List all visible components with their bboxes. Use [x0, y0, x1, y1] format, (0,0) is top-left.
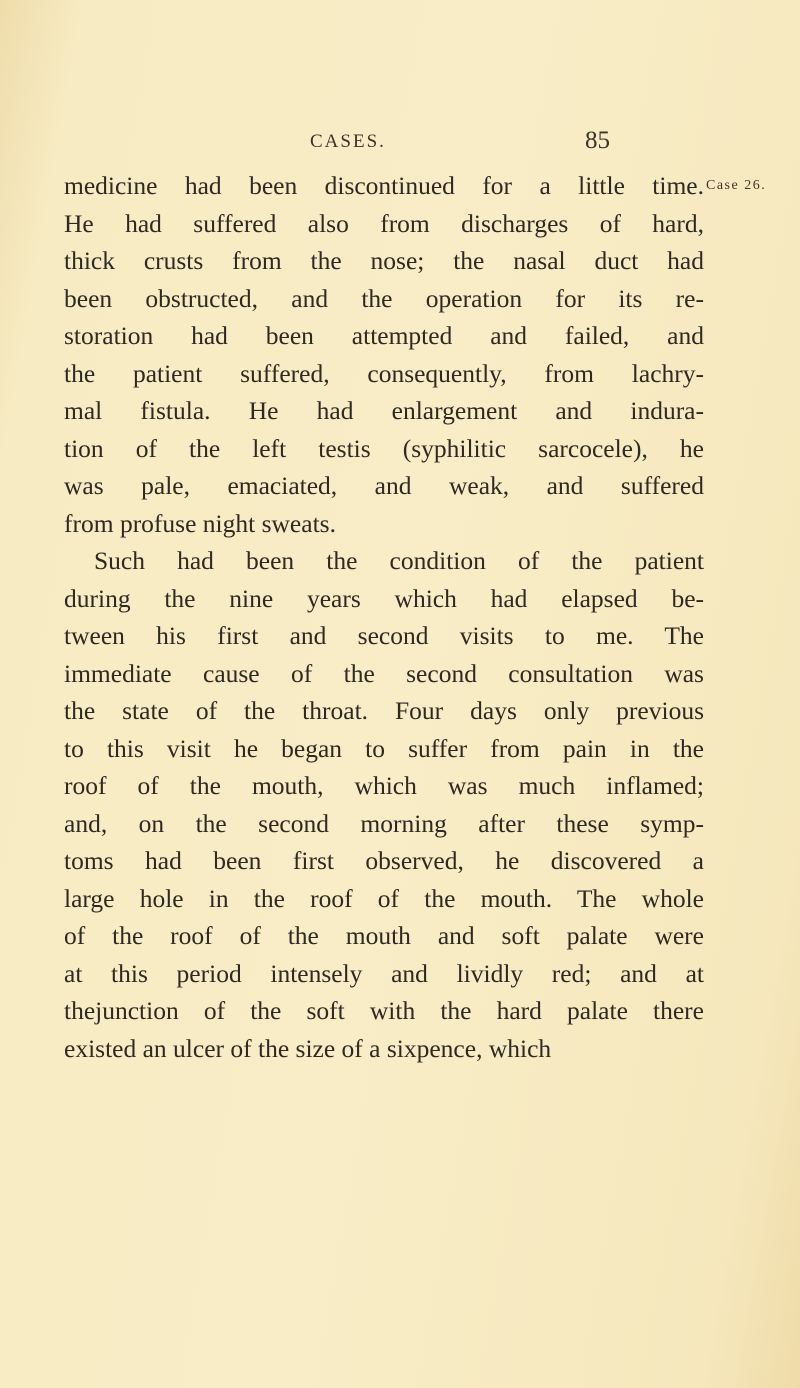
text-line: was pale, emaciated, and weak, and suffered	[64, 471, 704, 500]
text-line: and, on the second morning after these symp-	[64, 808, 704, 838]
text-line: storation had been attempted and failed, and	[64, 321, 704, 350]
text-line: tion of the left testis (syphilitic sarcocele), he	[64, 433, 704, 463]
text-line: mal fistula. He had enlargement and indura-	[64, 396, 704, 425]
text-line: large hole in the roof of the mouth. The whole	[64, 883, 704, 913]
body-text	[64, 167, 704, 1067]
text-line: at this period intensely and lividly red; and at	[64, 958, 704, 988]
text-line: thick crusts from the nose; the nasal duct had	[64, 246, 704, 275]
margin-note: Case 26.	[706, 178, 767, 193]
text-line: Such had been the condition of the patient	[94, 546, 704, 575]
text-line: existed an ulcer of the size of a sixpence, which	[64, 1033, 552, 1063]
text-line: toms had been first observed, he discovered a	[64, 846, 704, 875]
page-number: 85	[585, 127, 610, 154]
text-line: the state of the throat. Four days only previous	[64, 696, 704, 725]
text-line: tween his first and second visits to me. The	[64, 621, 704, 650]
text-line: immediate cause of the second consultation was	[64, 658, 704, 688]
running-head-title: CASES.	[310, 131, 386, 152]
running-head	[0, 127, 800, 161]
text-line: roof of the mouth, which was much inflamed;	[64, 771, 704, 800]
text-line: of the roof of the mouth and soft palate were	[64, 921, 704, 950]
text-line: been obstructed, and the operation for its re-	[64, 283, 704, 313]
text-line: to this visit he began to suffer from pain in the	[64, 733, 704, 763]
text-line: during the nine years which had elapsed be-	[64, 583, 704, 613]
text-line: medicine had been discontinued for a little time.	[64, 171, 704, 200]
text-line: from profuse night sweats.	[64, 508, 336, 538]
text-line: the patient suffered, consequently, from lachry-	[64, 358, 704, 388]
text-line: He had suffered also from discharges of hard,	[64, 208, 704, 238]
text-line: thejunction of the soft with the hard palate there	[64, 996, 704, 1025]
